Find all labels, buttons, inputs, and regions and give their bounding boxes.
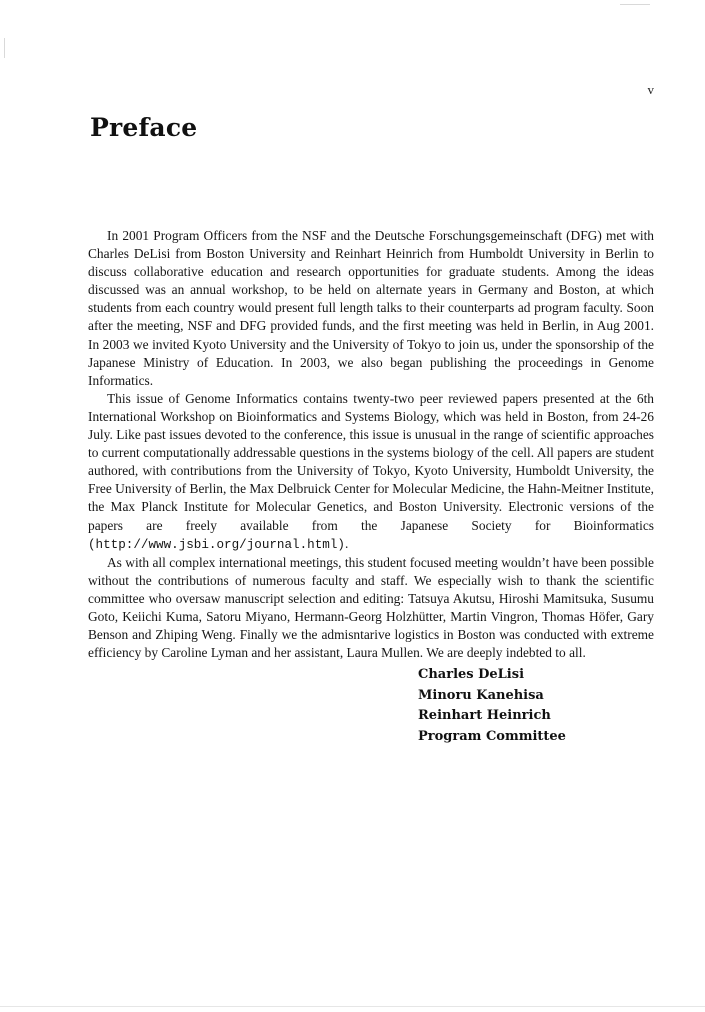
- signatory-name: Reinhart Heinrich: [418, 708, 551, 723]
- paragraph-2-end: .: [344, 535, 349, 551]
- preface-body: [88, 227, 654, 662]
- scan-edge-mark: [0, 1006, 705, 1007]
- scan-edge-mark: [620, 4, 650, 5]
- scan-edge-mark: [4, 38, 5, 58]
- journal-url: (http://www.jsbi.org/journal.html): [88, 537, 345, 552]
- page-title: Preface: [90, 113, 198, 142]
- signatory-role: Program Committee: [418, 728, 566, 744]
- paragraph-3: As with all complex international meetings, this student focused meeting wouldn’t have been possible without the contributions of numerous faculty and staff. We especially wish to thank the scientific committee who oversaw manuscript selection and editing: Tatsuya Akutsu, Hiroshi Mamitsuka, Susumu Goto, Keiichi Kuma, Satoru Miyano, Hermann-Georg Holzhütter, Martin Vingron, Thomas Höfer, Gary Benson and Zhiping Weng. Finally we the admisntarive logistics in Boston was conducted with extreme efficiency by Caroline Lyman and her assistant, Laura Mullen. We are deeply indebted to all.: [88, 554, 654, 661]
- paragraph-2: [88, 390, 654, 554]
- paragraph-2-text: This issue of Genome Informatics contains twenty-two peer reviewed papers presented at the 6th International Workshop on Bioinformatics and Systems Biology, which was held in Boston, from 24-26 July. Like past issues devoted to the conference, this issue is unusual in the range of scientific approaches to current computationally addressable questions in the systems biology of the cell. All papers are student authored, with contributions from the University of Tokyo, Kyoto University, Humboldt University, the Free University of Berlin, the Max Delbruick Center for Molecular Medicine, the Hahn-Meitner Institute, the Max Planck Institute for Molecular Genetics, and Boston University. Electronic versions of the papers are freely available from the Japanese Society for Bioinformatics: [88, 390, 654, 533]
- paragraph-1: In 2001 Program Officers from the NSF and the Deutsche Forschungsgemeinschaft (DFG) met with Charles DeLisi from Boston University and Reinhart Heinrich from Humboldt University in Berlin to discuss collaborative education and research opportunities for graduate students. Among the ideas discussed was an annual workshop, to be held on alternate years in Germany and Boston, at which students from each country would present full length talks to their counterparts ad program faculty. Soon after the meeting, NSF and DFG provided funds, and the first meeting was held in Berlin, in Aug 2001. In 2003 we invited Kyoto University and the University of Tokyo to join us, under the sponsorship of the Japanese Ministry of Education. In 2003, we also began publishing the proceedings in Genome Informatics.: [88, 228, 654, 388]
- signatory-name: Charles DeLisi: [418, 667, 525, 682]
- page-number: v: [647, 82, 654, 97]
- signature-block: [418, 665, 566, 747]
- signatory-name: Minoru Kanehisa: [418, 687, 544, 703]
